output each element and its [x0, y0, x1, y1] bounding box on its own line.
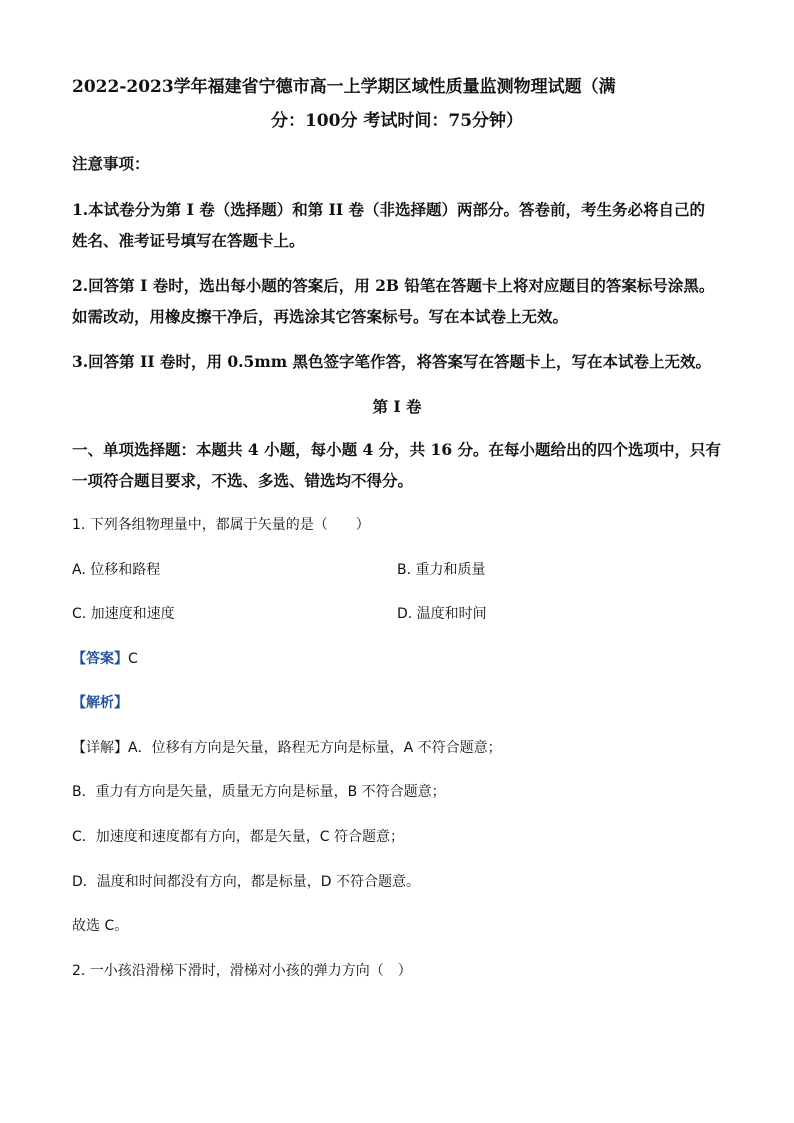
doc-title-line2: 分：100分 考试时间：75分钟）	[270, 111, 524, 131]
q1-detail-b: B．重力有方向是矢量，质量无方向是标量，B 不符合题意；	[72, 784, 446, 800]
q1-option-d: D. 温度和时间	[397, 606, 487, 622]
note-2-line2: 如需改动，用橡皮擦干净后，再选涂其它答案标号。写在本试卷上无效。	[72, 307, 569, 326]
doc-title-line1: 2022-2023学年福建省宁德市高一上学期区域性质量监测物理试题（满	[72, 77, 616, 97]
question-2-stem: 2. 一小孩沿滑梯下滑时，滑梯对小孩的弹力方向（ ）	[72, 963, 412, 979]
note-2-line1: 2.回答第 I 卷时，选出每小题的答案后，用 2B 铅笔在答题卡上将对应题目的答案标号涂黑。	[72, 276, 715, 295]
answer-value: C	[128, 651, 138, 667]
q1-answer-row	[72, 648, 138, 668]
part1-instructions-line1: 一、单项选择题：本题共 4 小题，每小题 4 分，共 16 分。在每小题给出的四个选项中，只有	[72, 440, 722, 459]
note-1-line2: 姓名、准考证号填写在答题卡上。	[72, 231, 305, 250]
note-3: 3.回答第 II 卷时，用 0.5mm 黑色签字笔作答，将答案写在答题卡上，写在本试卷上无效。	[72, 352, 712, 371]
q1-conclusion: 故选 C。	[72, 918, 129, 934]
q1-detail-c: C．加速度和速度都有方向，都是矢量，C 符合题意；	[72, 829, 404, 845]
part1-instructions-line2: 一项符合题目要求，不选、多选、错选均不得分。	[72, 471, 414, 490]
q1-option-c: C. 加速度和速度	[72, 606, 175, 622]
q1-option-b: B. 重力和质量	[397, 562, 486, 578]
detail-tag: 【详解】	[72, 740, 128, 756]
notes-heading: 注意事项：	[72, 154, 150, 173]
detail-a-text: A．位移有方向是矢量，路程无方向是标量，A 不符合题意；	[128, 740, 502, 756]
q1-detail-d: D．温度和时间都没有方向，都是标量，D 不符合题意。	[72, 874, 421, 890]
analysis-tag: 【解析】	[72, 695, 128, 711]
note-1-line1: 1.本试卷分为第 I 卷（选择题）和第 II 卷（非选择题）两部分。答卷前，考生务必将自己的	[72, 200, 706, 219]
section-title: 第 I 卷	[372, 397, 422, 416]
q1-option-a: A. 位移和路程	[72, 562, 161, 578]
answer-tag: 【答案】	[72, 651, 128, 667]
q1-detail-a	[72, 737, 502, 757]
question-1-stem: 1. 下列各组物理量中，都属于矢量的是（ ）	[72, 517, 370, 533]
